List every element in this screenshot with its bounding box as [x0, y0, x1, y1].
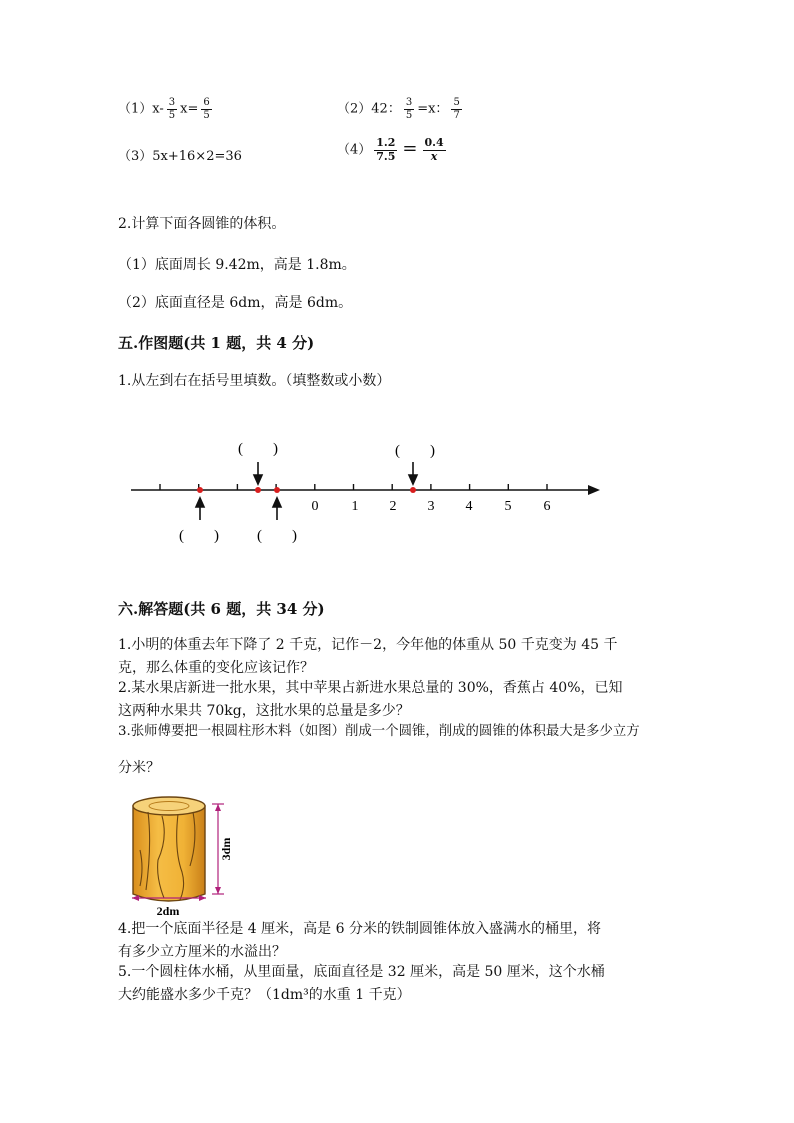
tick-label: 3 [427, 499, 435, 514]
number-line-ticks [160, 484, 547, 490]
number-line-labels [312, 499, 551, 514]
arrow-head [273, 498, 281, 507]
problem-2: 2.某水果店新进一批水果，其中苹果占新进水果总量的 30%，香蕉占 40%，已知 这两种水果共 70kg，这批水果的总量是多少？ [118, 680, 623, 719]
dim-arrow [132, 895, 139, 901]
fraction: $\frac{5}{7}$ [453, 97, 460, 121]
point-marker [274, 487, 280, 493]
cone-item-2: （2）底面直径是 6dm，高是 6dm。 [118, 295, 353, 311]
answer-bracket: ( ) [257, 528, 297, 544]
cone-question-title: 2.计算下面各圆锥的体积。 [118, 216, 286, 232]
dim-arrow [215, 804, 221, 811]
answer-bracket: ( ) [395, 443, 435, 459]
tick-label: 6 [543, 499, 551, 514]
tick-label: 2 [389, 499, 397, 514]
problem-3-line-1: 3.张师傅要把一根圆柱形木料（如图）削成一个圆锥，削成的圆锥的体积最大是多少立方 [118, 724, 640, 739]
log-top [133, 797, 205, 815]
tick-label: 0 [311, 499, 319, 514]
fraction: $\frac{3}{5}$ [168, 97, 176, 121]
height-label: 3dm [219, 837, 233, 861]
dim-arrow [215, 887, 221, 894]
equation-3: （3）5x+16×2=36 [118, 149, 242, 164]
problem-1: 1.小明的体重去年下降了 2 千克，记作－2，今年他的体重从 50 千克变为 45 千 克，那么体重的变化应该记作？ [118, 637, 618, 676]
equation-1: （1）x- $\frac{3}{5}$ x= $\frac{6}{5}$ [118, 97, 210, 121]
cylinder-log-figure [118, 790, 238, 920]
section-5-question: 1.从左到右在括号里填数。（填整数或小数） [118, 373, 391, 389]
cone-item-1: （1）底面周长 9.42m，高是 1.8m。 [118, 257, 356, 273]
arrow-head [409, 475, 417, 484]
answer-bracket: ( ) [179, 528, 219, 544]
arrow-head [254, 475, 262, 484]
number-line-figure [0, 420, 794, 560]
number-line-arrowhead [588, 485, 600, 495]
point-marker [255, 487, 261, 493]
answer-bracket: ( ) [238, 441, 278, 457]
problem-4: 4.把一个底面半径是 4 厘米，高是 6 分米的铁制圆锥体放入盛满水的桶里，将 有多少立方厘米的水溢出？ [118, 921, 601, 960]
equation-2: （2）42： $\frac{3}{5}$ =x： $\frac{5}{7}$ [337, 97, 460, 121]
section-5-heading: 五.作图题(共 1 题，共 4 分) [118, 334, 315, 352]
point-marker [197, 487, 203, 493]
fraction: $\frac{3}{5}$ [405, 97, 413, 121]
section-6-heading: 六.解答题(共 6 题，共 34 分) [118, 600, 325, 618]
tick-label: 1 [351, 499, 359, 514]
fraction: $\frac{0.4}{x}$ [424, 136, 444, 163]
problem-3-line-2: 分米？ [118, 760, 160, 776]
tick-label: 4 [465, 499, 473, 514]
equation-4: （4） $\frac{1.2}{7.5}$ = $\frac{0.4}{x}$ [337, 136, 444, 163]
fraction: $\frac{1.2}{7.5}$ [376, 136, 396, 163]
tick-label: 5 [504, 499, 512, 514]
dim-arrow [199, 895, 206, 901]
arrow-head [196, 498, 204, 507]
equation-1-prefix: （1）x- [118, 101, 164, 117]
problem-5: 5.一个圆柱体水桶，从里面量，底面直径是 32 厘米，高是 50 厘米，这个水桶 大约能盛水多少千克？（1dm³的水重 1 千克） [118, 964, 605, 1003]
width-label: 2dm [156, 904, 180, 918]
point-marker [410, 487, 416, 493]
fraction: $\frac{6}{5}$ [203, 97, 210, 121]
